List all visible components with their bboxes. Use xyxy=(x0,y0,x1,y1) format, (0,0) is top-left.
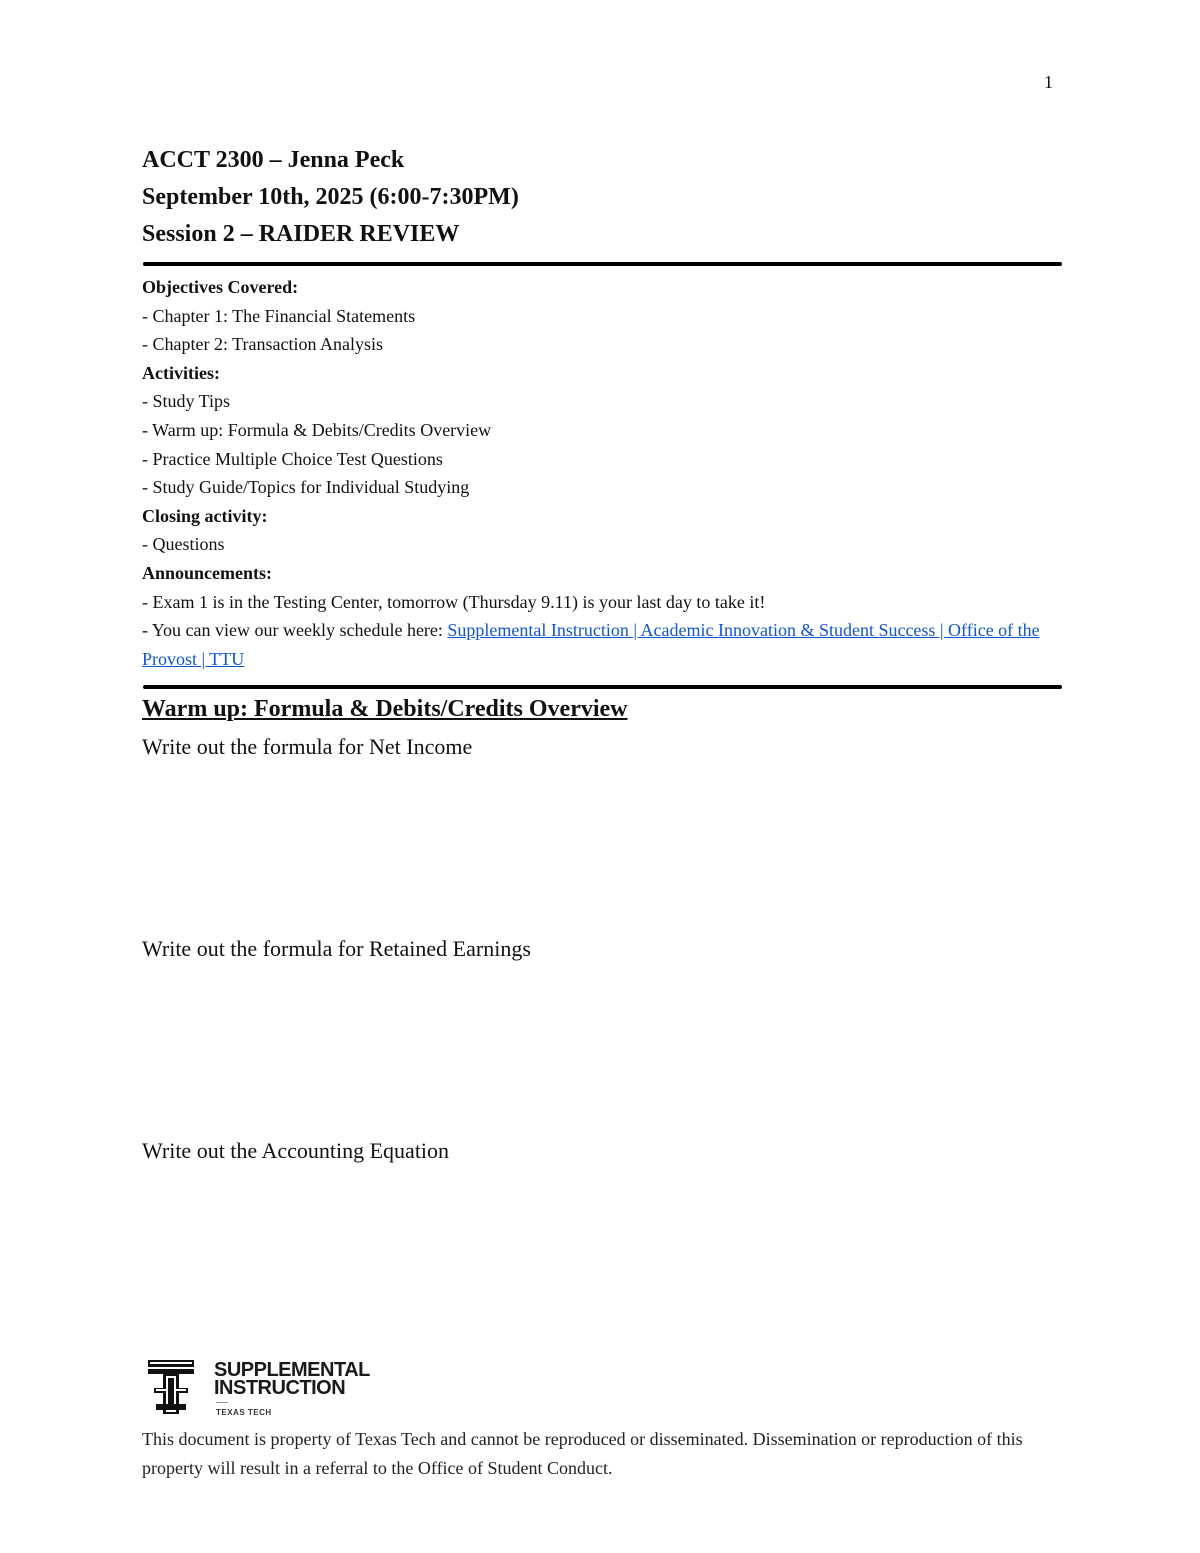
double-t-logo-icon xyxy=(146,1358,196,1416)
supplemental-instruction-logo xyxy=(146,1358,386,1418)
announcement-item: - Exam 1 is in the Testing Center, tomorrow (Thursday 9.11) is your last day to take it! xyxy=(142,591,766,612)
announcements-label: Announcements: xyxy=(142,562,273,583)
schedule-link[interactable]: Supplemental Instruction | Academic Innovation & Student Success | Office of the Provost | TTU xyxy=(142,620,1040,669)
objective-item: - Chapter 1: The Financial Statements xyxy=(142,305,416,326)
activity-item: - Study Guide/Topics for Individual Studying xyxy=(142,477,470,498)
closing-label: Closing activity: xyxy=(142,505,268,526)
activities-label: Activities: xyxy=(142,362,220,383)
logo-text-line1: SUPPLEMENTAL xyxy=(214,1359,370,1381)
closing-item: - Questions xyxy=(142,534,225,555)
course-title: ACCT 2300 – Jenna Peck xyxy=(142,147,405,173)
prompt-accounting-equation: Write out the Accounting Equation xyxy=(142,1138,450,1163)
session-name: Session 2 – RAIDER REVIEW xyxy=(142,221,460,247)
objectives-label: Objectives Covered: xyxy=(142,277,299,297)
prompt-retained-earnings: Write out the formula for Retained Earnings xyxy=(142,936,531,961)
announcement-prefix: - You can view our weekly schedule here: xyxy=(142,620,448,641)
divider-top xyxy=(143,262,1062,266)
activity-item: - Warm up: Formula & Debits/Credits Overview xyxy=(142,419,492,440)
activity-item: - Study Tips xyxy=(142,391,231,412)
session-header xyxy=(142,142,519,253)
disclaimer: This document is property of Texas Tech and cannot be reproduced or disseminated. Dissemination or reproduction of this property will result in a referral to the Office of Student Conduct. xyxy=(142,1429,1023,1478)
prompt-net-income: Write out the formula for Net Income xyxy=(142,734,473,759)
page-number: 1 xyxy=(1044,72,1053,92)
session-date: September 10th, 2025 (6:00-7:30PM) xyxy=(142,184,519,210)
announcement-item xyxy=(142,616,1042,673)
logo-subtext: TEXAS TECH xyxy=(216,1408,272,1417)
divider-bottom xyxy=(143,685,1062,689)
logo-text-line2: INSTRUCTION xyxy=(214,1377,346,1399)
warmup-title: Warm up: Formula & Debits/Credits Overview xyxy=(142,696,628,722)
logo-divider xyxy=(216,1402,228,1403)
agenda xyxy=(142,273,1042,673)
activity-item: - Practice Multiple Choice Test Questions xyxy=(142,448,443,469)
objective-item: - Chapter 2: Transaction Analysis xyxy=(142,334,383,355)
